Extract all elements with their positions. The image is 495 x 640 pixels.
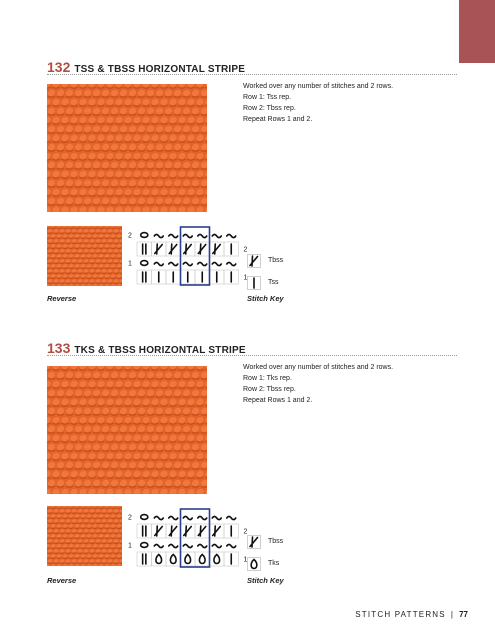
tss-icon bbox=[247, 276, 261, 290]
row-label: 2 bbox=[128, 514, 132, 522]
tbss-icon bbox=[247, 535, 261, 549]
stitch-swatch-photo bbox=[47, 366, 207, 494]
chart-symbol-wave bbox=[227, 516, 236, 519]
chart-symbol-dbl bbox=[143, 244, 146, 254]
chart-symbol-tbss bbox=[198, 526, 206, 536]
chart-symbol-oval bbox=[141, 233, 148, 238]
key-label: Tbss bbox=[268, 538, 284, 545]
chart-symbol-wave bbox=[169, 516, 178, 519]
tks-icon bbox=[247, 557, 261, 571]
section-title: TSS & TBSS HORIZONTAL STRIPE bbox=[74, 64, 246, 75]
section-rule bbox=[47, 74, 457, 75]
instruction-line: Worked over any number of stitches and 2 rows. bbox=[243, 83, 394, 90]
instruction-line: Row 2: Tbss rep. bbox=[243, 386, 296, 393]
chart-symbol-tbss bbox=[198, 244, 206, 254]
section-heading-133 bbox=[47, 340, 246, 356]
chart-symbol-wave bbox=[183, 516, 192, 519]
instruction-line: Row 1: Tss rep. bbox=[243, 94, 292, 101]
chart-symbol-wave bbox=[212, 234, 221, 237]
chart-symbol-tks bbox=[156, 555, 162, 564]
chart-symbol-wave bbox=[198, 516, 207, 519]
instruction-line: Repeat Rows 1 and 2. bbox=[243, 116, 313, 123]
chart-symbol-wave bbox=[169, 262, 178, 265]
row-label: 1 bbox=[243, 274, 248, 282]
chart-symbol-tbss bbox=[169, 526, 177, 536]
reverse-caption: Reverse bbox=[47, 294, 77, 303]
key-item-tks bbox=[247, 557, 307, 571]
chart-symbol-wave bbox=[227, 234, 236, 237]
chart-symbol-dbl bbox=[143, 554, 146, 564]
chart-symbol-tks bbox=[170, 555, 176, 564]
chart-symbol-wave bbox=[212, 544, 221, 547]
chart-symbol-wave bbox=[183, 234, 192, 237]
chart-symbol-oval bbox=[141, 261, 148, 266]
chart-symbol-tbss bbox=[169, 244, 177, 254]
chart-symbol-tbss bbox=[155, 526, 163, 536]
reverse-swatch-photo bbox=[47, 506, 122, 566]
chart-symbol-tks bbox=[214, 555, 220, 564]
instruction-line: Worked over any number of stitches and 2 rows. bbox=[243, 364, 394, 371]
key-item-tbss bbox=[247, 535, 307, 549]
chart-symbol-tbss bbox=[184, 526, 192, 536]
footer-label: STITCH PATTERNS bbox=[355, 610, 446, 619]
row-label: 2 bbox=[243, 528, 248, 536]
chart-symbol-wave bbox=[198, 262, 207, 265]
section-number: 132 bbox=[47, 59, 71, 75]
reverse-caption: Reverse bbox=[47, 576, 77, 585]
section-rule bbox=[47, 355, 457, 356]
chart-symbol-tbss bbox=[213, 244, 221, 254]
row-label: 2 bbox=[243, 246, 248, 254]
row-label: 2 bbox=[128, 232, 132, 240]
section-number: 133 bbox=[47, 340, 71, 356]
chart-symbol-wave bbox=[169, 544, 178, 547]
stitch-key-caption: Stitch Key bbox=[247, 294, 284, 303]
instructions-132 bbox=[243, 81, 393, 125]
chart-symbol-tbss bbox=[184, 244, 192, 254]
stitch-chart-133 bbox=[127, 508, 253, 568]
stitch-swatch-photo bbox=[47, 84, 207, 212]
chapter-tab bbox=[459, 0, 495, 63]
instruction-line: Row 1: Tks rep. bbox=[243, 375, 292, 382]
instruction-line: Repeat Rows 1 and 2. bbox=[243, 397, 313, 404]
reverse-swatch-photo bbox=[47, 226, 122, 286]
section-heading-132 bbox=[47, 59, 245, 75]
instructions-133 bbox=[243, 362, 393, 406]
footer-separator: | bbox=[450, 610, 455, 619]
chart-symbol-wave bbox=[198, 544, 207, 547]
chart-symbol-wave bbox=[227, 544, 236, 547]
page-footer bbox=[355, 610, 468, 619]
key-label: Tbss bbox=[268, 257, 284, 264]
instruction-line: Row 2: Tbss rep. bbox=[243, 105, 296, 112]
chart-symbol-dbl bbox=[143, 272, 146, 282]
chart-symbol-wave bbox=[212, 262, 221, 265]
row-label: 1 bbox=[128, 542, 132, 550]
chart-symbol-tbss bbox=[155, 244, 163, 254]
chart-symbol-wave bbox=[154, 544, 163, 547]
chart-symbol-wave bbox=[154, 234, 163, 237]
chart-symbol-oval bbox=[141, 543, 148, 548]
chart-symbol-dbl bbox=[143, 526, 146, 536]
section-title: TKS & TBSS HORIZONTAL STRIPE bbox=[74, 345, 246, 356]
chart-symbol-wave bbox=[183, 262, 192, 265]
chart-symbol-wave bbox=[154, 262, 163, 265]
chart-symbol-wave bbox=[198, 234, 207, 237]
chart-symbol-oval bbox=[141, 515, 148, 520]
page-number: 77 bbox=[459, 610, 468, 619]
key-label: Tks bbox=[268, 560, 280, 567]
stitch-chart-132 bbox=[127, 226, 253, 286]
chart-symbol-tks bbox=[185, 555, 191, 564]
key-item-tbss bbox=[247, 254, 307, 268]
chart-symbol-tks bbox=[199, 555, 205, 564]
chart-symbol-wave bbox=[183, 544, 192, 547]
row-label: 1 bbox=[243, 556, 248, 564]
chart-symbol-wave bbox=[212, 516, 221, 519]
key-label: Tss bbox=[268, 279, 279, 286]
chart-symbol-wave bbox=[227, 262, 236, 265]
tbss-icon bbox=[247, 254, 261, 268]
chart-symbol-tbss bbox=[213, 526, 221, 536]
row-label: 1 bbox=[128, 260, 132, 268]
key-item-tss bbox=[247, 276, 307, 290]
chart-symbol-wave bbox=[169, 234, 178, 237]
chart-symbol-wave bbox=[154, 516, 163, 519]
stitch-key-caption: Stitch Key bbox=[247, 576, 284, 585]
